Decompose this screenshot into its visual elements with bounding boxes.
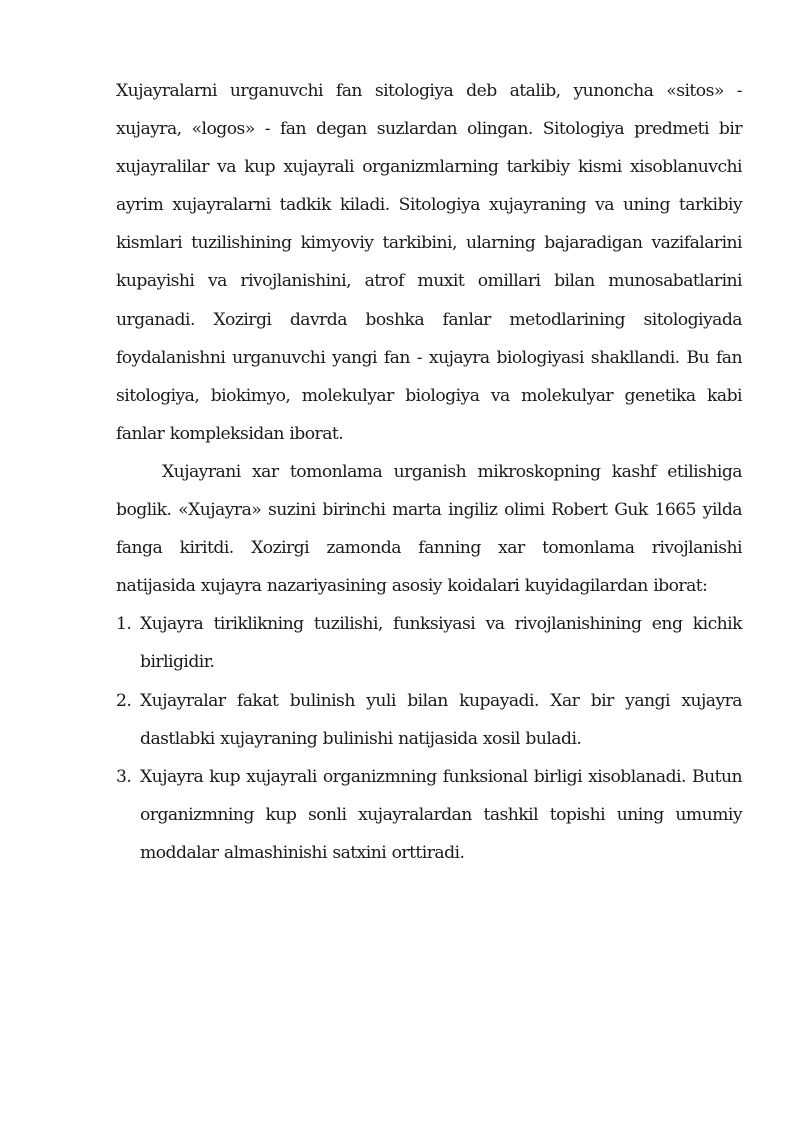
paragraph-intro: Xujayralarni urganuvchi fan sitologiya deb atalib, yunoncha «sitos» - xujayra, «logos» - fan degan suzlardan olingan. Sitologiya predmeti bir xujayralilar va kup xujayrali organizmlarning tarkibiy kismi xisoblanuvchi ayrim xujayralarni tadkik kiladi. Sitologiya xujayraning va uning tarkibiy kismlari tuzilishining kimyoviy tarkibini, ularning bajaradigan vazifalarini kupayishi va rivojlanishini, atrof muxit omillari bilan munosabatlarini urganadi. Xozirgi davrda boshka fanlar metodlarining sitologiyada foydalanishni urganuvchi yangi fan - xujayra biologiyasi shakllandi. Bu fan sitologiya, biokimyo, molekulyar biologiya va molekulyar genetika kabi fanlar kompleksidan iborat. [116,81,742,444]
list-item-text: Xujayra tiriklikning tuzilishi, funksiyasi va rivojlanishining eng kichik birligidir. [140,614,742,673]
list-number: 1. [116,614,132,635]
paragraph-cell-theory: Xujayrani xar tomonlama urganish mikroskopning kashf etilishiga boglik. «Xujayra» suzini birinchi marta ingiliz olimi Robert Guk 1665 yilda fanga kiritdi. Xozirgi zamonda fanning xar tomonlama rivojlanishi natijasida xujayra nazariyasining asosiy koidalari kuyidagilardan iborat: [116,461,742,597]
list-number: 2. [116,690,132,711]
list-item-text: Xujayralar fakat bulinish yuli bilan kupayadi. Xar bir yangi xujayra dastlabki xujayraning bulinishi natijasida xosil buladi. [140,690,742,749]
list-item [116,605,742,681]
list-number: 3. [116,766,132,787]
list-item [116,758,742,872]
list-item-text: Xujayra kup xujayrali organizmning funksional birligi xisoblanadi. Butun organizmning kup sonli xujayralardan tashkil topishi uning umumiy moddalar almashinishi satxini orttiradi. [140,766,742,863]
list-item [116,682,742,758]
document-page [116,72,742,872]
numbered-list [116,605,742,872]
